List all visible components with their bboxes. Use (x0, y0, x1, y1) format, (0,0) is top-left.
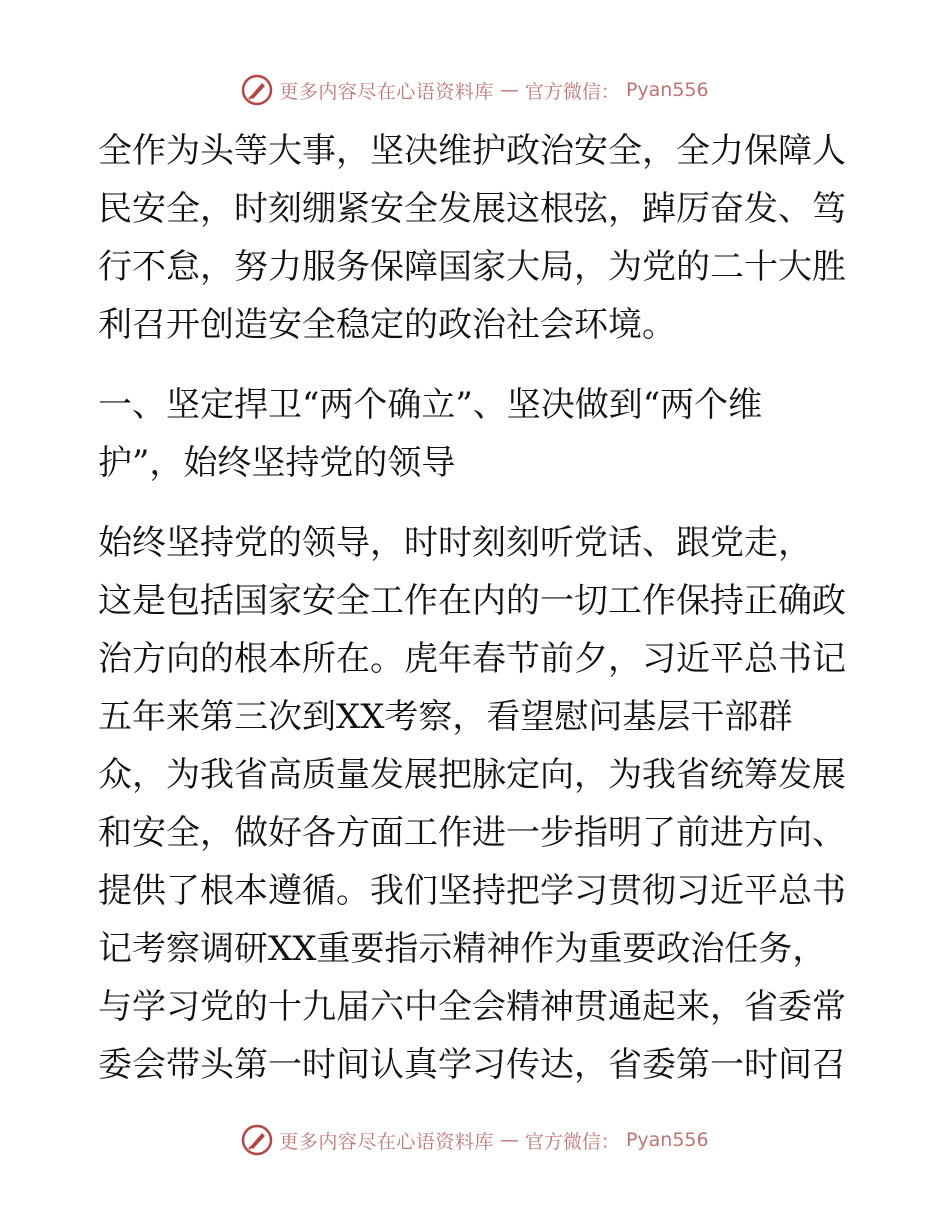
watermark-label: 官方微信： (524, 1130, 620, 1153)
paragraph-2 (98, 514, 858, 1094)
paragraph-1 (98, 122, 858, 354)
text-line: 五年来第三次到XX考察，看望慰问基层干部群 (98, 697, 793, 737)
text-line: 记考察调研XX重要指示精神作为重要政治任务， (98, 929, 827, 969)
watermark-main-text: 更多内容尽在心语资料库 (279, 80, 494, 103)
watermark-id: Pyan556 (625, 1129, 709, 1151)
watermark-dash: — (499, 1129, 519, 1151)
text-line: 和安全，做好各方面工作进一步指明了前进方向、 (98, 813, 846, 853)
text-line: 与学习党的十九届六中全会精神贯通起来，省委常 (98, 987, 846, 1027)
watermark-label: 官方微信： (524, 80, 620, 103)
heading-line: 护”，始终坚持党的领导 (98, 443, 456, 483)
paragraph-gap (98, 492, 858, 514)
header-watermark (0, 74, 950, 106)
text-line: 全作为头等大事，坚决维护政治安全，全力保障人 (98, 131, 846, 171)
text-line: 民安全，时刻绷紧安全发展这根弦，踔厉奋发、笃 (98, 189, 846, 229)
text-line: 利召开创造安全稳定的政治社会环境。 (98, 305, 676, 345)
watermark-id: Pyan556 (625, 79, 709, 101)
text-line: 众，为我省高质量发展把脉定向，为我省统筹发展 (98, 755, 846, 795)
section-heading-1 (98, 376, 858, 492)
paragraph-gap (98, 354, 858, 376)
quill-logo-icon (241, 1124, 273, 1156)
heading-line: 一、坚定捍卫“两个确立”、坚决做到“两个维 (98, 385, 763, 425)
text-line: 提供了根本遵循。我们坚持把学习贯彻习近平总书 (98, 871, 846, 911)
footer-watermark (0, 1124, 950, 1156)
text-line: 这是包括国家安全工作在内的一切工作保持正确政 (98, 581, 846, 621)
text-line: 治方向的根本所在。虎年春节前夕，习近平总书记 (98, 639, 846, 679)
document-body (98, 122, 858, 1094)
text-line: 委会带头第一时间认真学习传达，省委第一时间召 (98, 1045, 846, 1085)
text-line: 始终坚持党的领导，时时刻刻听党话、跟党走， (98, 523, 812, 563)
watermark-dash: — (499, 79, 519, 101)
watermark-main-text: 更多内容尽在心语资料库 (279, 1130, 494, 1153)
quill-logo-icon (241, 74, 273, 106)
text-line: 行不怠，努力服务保障国家大局，为党的二十大胜 (98, 247, 846, 287)
